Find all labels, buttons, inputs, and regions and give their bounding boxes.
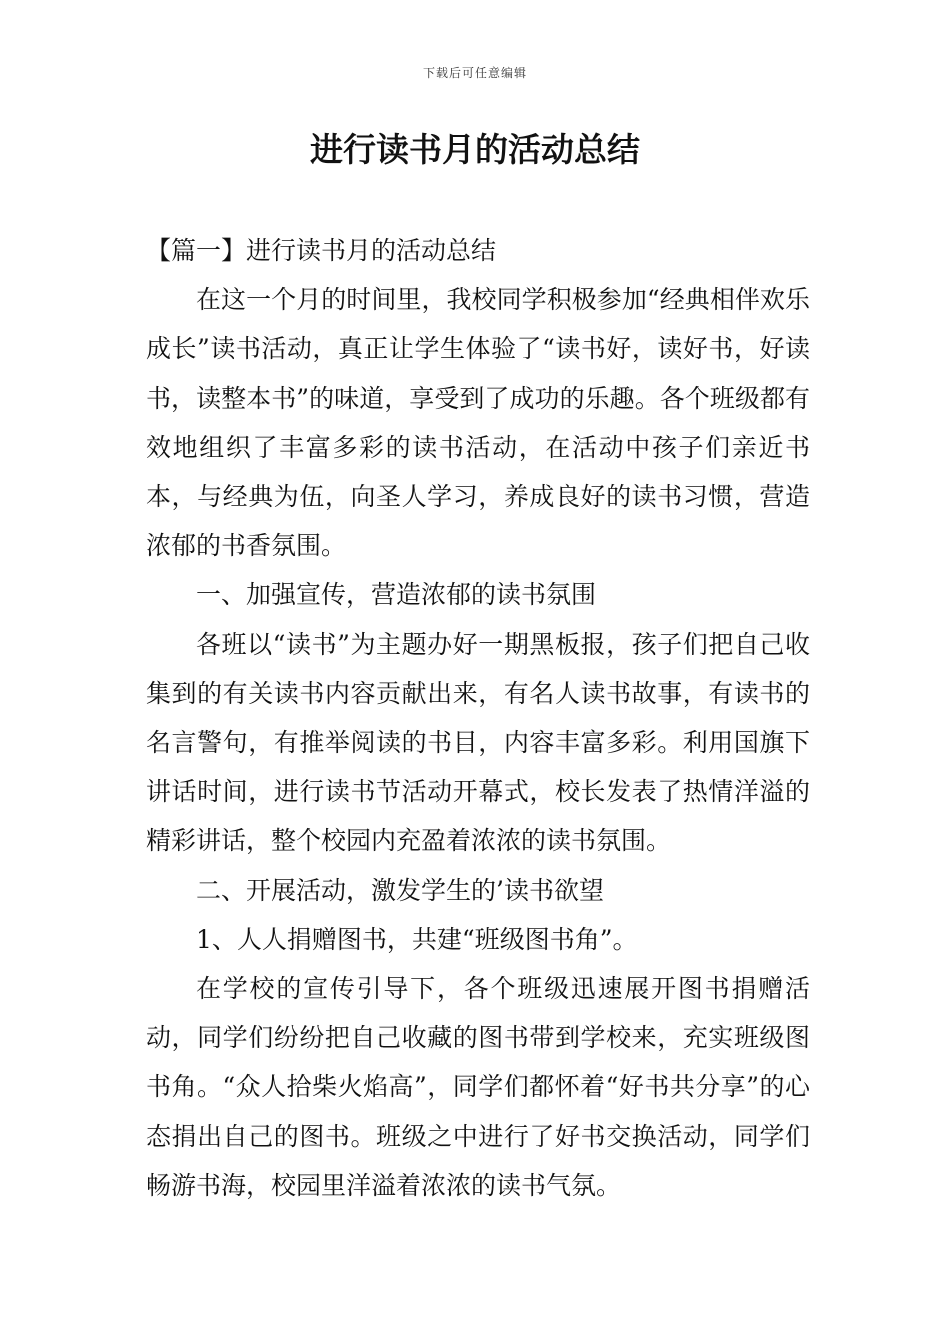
paragraph-book-donation: 在学校的宣传引导下，各个班级迅速展开图书捐赠活动，同学们纷纷把自己收藏的图书带到学校来，充实班级图书角。“众人拾柴火焰高”，同学们都怀着“好书共分享”的心态捐出自己的图书。班级之中进行了好书交换活动，同学们畅游书海，校园里洋溢着浓浓的读书气氛。 (146, 974, 810, 1200)
header-note: 下载后可任意编辑 (422, 66, 527, 80)
section-heading: 【篇一】进行读书月的活动总结 (146, 236, 497, 265)
subheading-publicity: 一、加强宣传，营造浓郁的读书氛围 (196, 580, 597, 610)
paragraph-blackboard: 各班以“读书”为主题办好一期黑板报，孩子们把自己收集到的有关读书内容贡献出来，有名人读书故事，有读书的名言警句，有推举阅读的书目，内容丰富多彩。利用国旗下讲话时间，进行读书节活动开幕式，校长发表了热情洋溢的精彩讲话，整个校园内充盈着浓浓的读书氛围。 (146, 629, 810, 856)
subheading-book-donation: 1、人人捐赠图书，共建“班级图书角”。 (196, 924, 638, 954)
document-title: 进行读书月的活动总结 (310, 130, 640, 169)
subheading-activities: 二、开展活动，激发学生的’读书欲望 (196, 875, 604, 905)
document-body (146, 226, 810, 1210)
paragraph-intro: 在这一个月的时间里，我校同学积极参加“经典相伴欢乐成长”读书活动，真正让学生体验了“读书好，读好书，好读书，读整本书”的味道，享受到了成功的乐趣。各个班级都有效地组织了丰富多彩的读书活动，在活动中孩子们亲近书本，与经典为伍，向圣人学习，养成良好的读书习惯，营造浓郁的书香氛围。 (146, 285, 810, 561)
